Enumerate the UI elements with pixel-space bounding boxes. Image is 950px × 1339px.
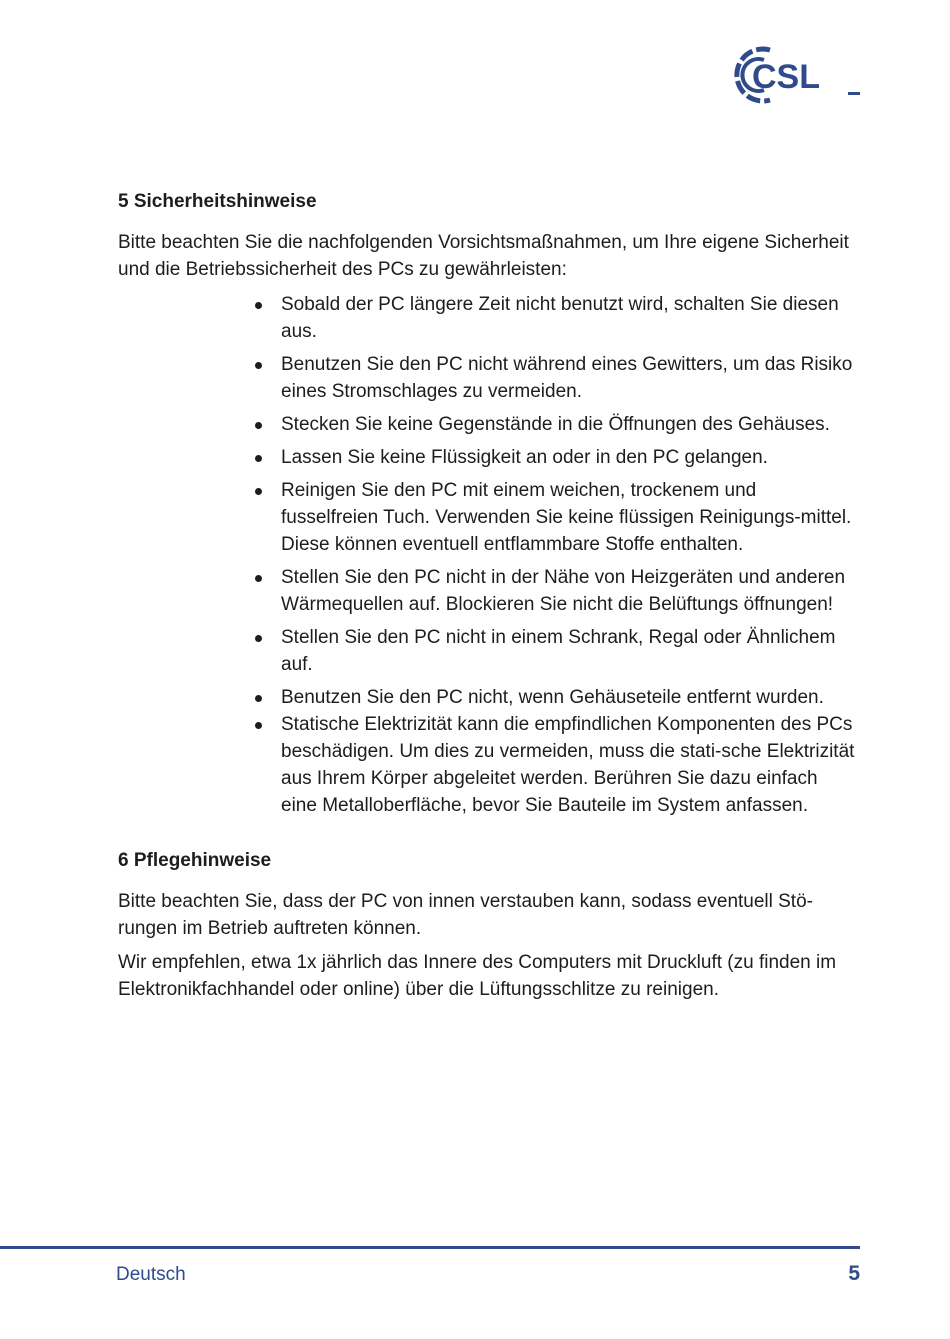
list-item: Benutzen Sie den PC nicht, wenn Gehäuseteile entfernt wurden.	[255, 684, 858, 711]
list-item: Statische Elektrizität kann die empfindlichen Komponenten des PCs beschädigen. Um dies zu vermeiden, muss die stati-sche Elektrizität aus Ihrem Körper abgeleitet werden. Berühren Sie dazu einfach eine Metalloberfläche, bevor Sie Bauteile im System anfassen.	[255, 711, 858, 819]
paragraph: Wir empfehlen, etwa 1x jährlich das Innere des Computers mit Druckluft (zu finden im Elektronikfachhandel oder online) über die Lüftungsschlitze zu reinigen.	[118, 952, 837, 1000]
list-item: Reinigen Sie den PC mit einem weichen, trockenem und fusselfreien Tuch. Verwenden Sie keine flüssigen Reinigungs-mittel. Diese können eventuell entflammbare Stoffe enthalten.	[255, 477, 858, 558]
csl-logo-icon	[728, 40, 863, 110]
paragraph: Bitte beachten Sie, dass der PC von innen verstauben kann, sodass eventuell Stö-rungen im Betrieb auftreten können.	[118, 891, 813, 939]
section-intro: Bitte beachten Sie die nachfolgenden Vorsichtsmaßnahmen, um Ihre eigene Sicherheit und die Betriebssicherheit des PCs zu gewährleisten:	[118, 232, 849, 280]
main-content	[118, 188, 858, 1010]
page-number: 5	[848, 1262, 860, 1285]
logo-text: CSL	[752, 58, 820, 96]
section-heading: 5 Sicherheitshinweise	[118, 191, 317, 212]
list-item: Sobald der PC längere Zeit nicht benutzt wird, schalten Sie diesen aus.	[255, 291, 858, 345]
list-item: Stellen Sie den PC nicht in der Nähe von Heizgeräten und anderen Wärmequellen auf. Blockieren Sie nicht die Belüftungs öffnungen!	[255, 564, 858, 618]
section-heading: 6 Pflegehinweise	[118, 850, 272, 871]
list-item: Benutzen Sie den PC nicht während eines Gewitters, um das Risiko eines Stromschlages zu vermeiden.	[255, 351, 858, 405]
csl-logo	[728, 40, 863, 110]
footer-language: Deutsch	[116, 1264, 186, 1285]
section-safety	[118, 188, 858, 819]
safety-list	[118, 291, 858, 819]
list-item: Stellen Sie den PC nicht in einem Schrank, Regal oder Ähnlichem auf.	[255, 624, 858, 678]
section-care	[118, 847, 858, 1003]
list-item: Stecken Sie keine Gegenstände in die Öffnungen des Gehäuses.	[255, 411, 858, 438]
list-item: Lassen Sie keine Flüssigkeit an oder in den PC gelangen.	[255, 444, 858, 471]
footer-divider	[0, 1246, 860, 1249]
